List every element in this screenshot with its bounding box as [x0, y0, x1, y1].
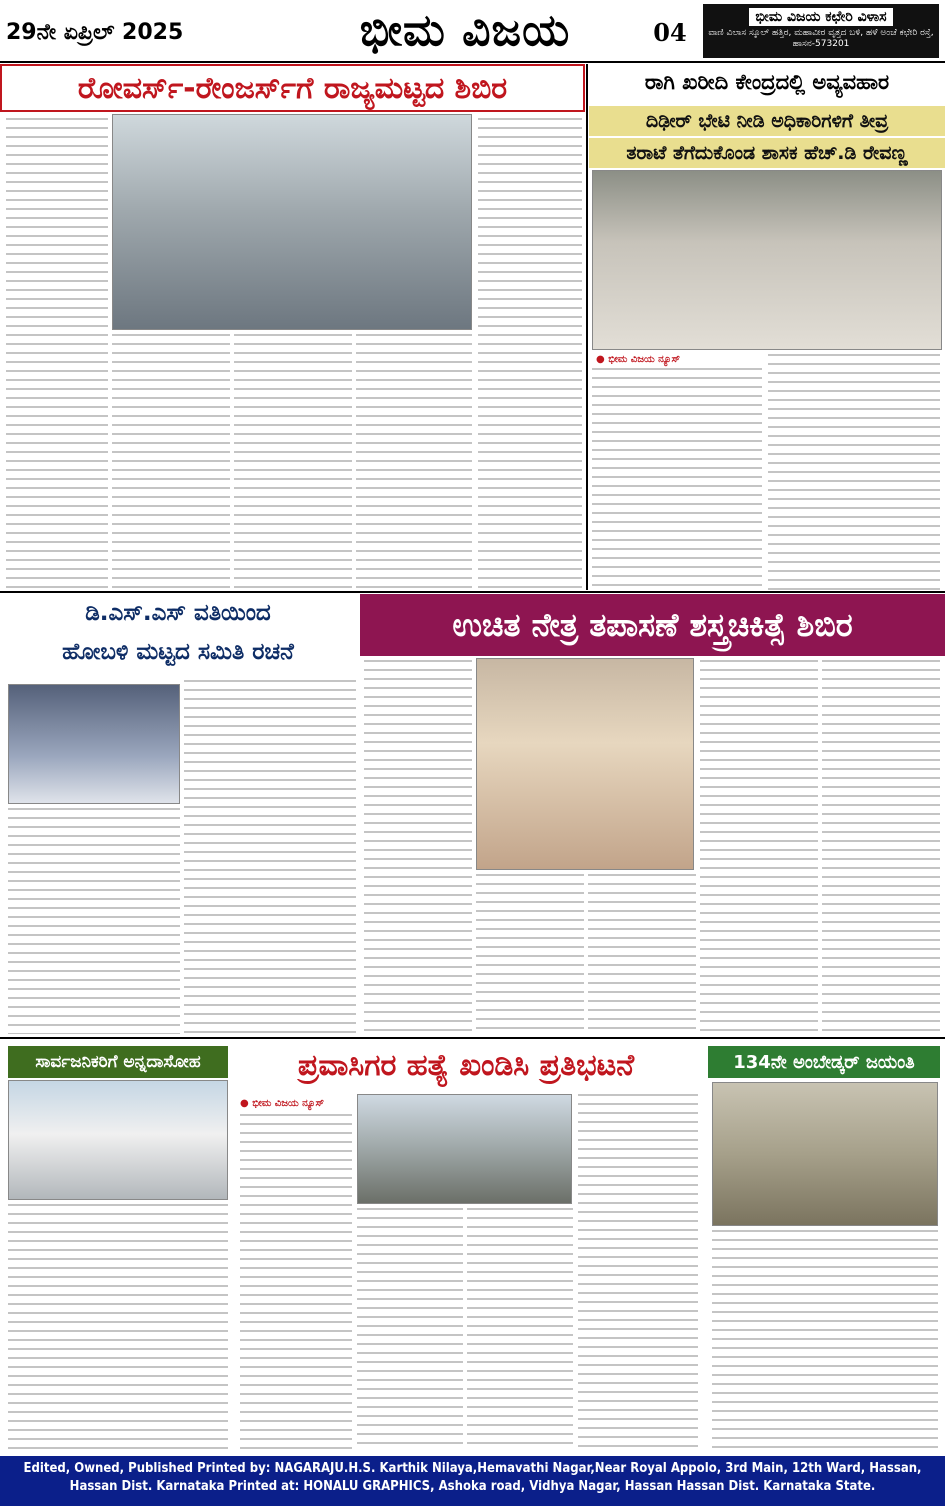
imprint-line-2: Hassan Dist. Karnataka Printed at: HONALU GRAPHICS, Ashoka road, Vidhya Nagar, Hassan Hassan Dist. Karnataka State. [69, 1479, 876, 1494]
photo-ambedkar-jayanti [712, 1082, 938, 1226]
rovers-column-4 [356, 334, 472, 590]
headline-ambedkar-jayanti: 134ನೇ ಅಂಬೇಡ್ಕರ್ ಜಯಂತಿ [708, 1046, 940, 1078]
headline-annadasoha: ಸಾರ್ವಜನಿಕರಿಗೆ ಅನ್ನದಾಸೋಹ [8, 1046, 228, 1078]
annadasoha-column [8, 1204, 228, 1450]
pravasi-column-1 [240, 1114, 352, 1450]
rovers-column-2 [112, 334, 230, 590]
imprint-footer [0, 1456, 945, 1506]
rovers-column-1 [6, 118, 108, 590]
ragi-byline [596, 352, 756, 366]
imprint-line-1: Edited, Owned, Published Printed by: NAGARAJU.H.S. Karthik Nilaya,Hemavathi Nagar,Near Royal Appolo, 3rd Main, 12th Ward, Hassan, [23, 1461, 922, 1476]
section-divider-1 [0, 591, 945, 593]
dss-column-1 [8, 808, 180, 1034]
ambedkar-column [712, 1230, 938, 1450]
eye-column-5 [822, 660, 940, 1034]
headline-eye-camp: ಉಚಿತ ನೇತ್ರ ತಪಾಸಣೆ ಶಸ್ತ್ರಚಿಕಿತ್ಸೆ ಶಿಬಿರ [360, 594, 945, 656]
byline-icon: ● [240, 1097, 253, 1109]
headline-rovers: ರೋವರ್ಸ್-ರೇಂಜರ್ಸ್‌ಗೆ ರಾಜ್ಯಮಟ್ಟದ ಶಿಬಿರ [0, 64, 585, 112]
headline-dss-1: ಡಿ.ಎಸ್.ಎಸ್ ವತಿಯಿಂದ [0, 594, 356, 632]
subheadline-revanna-1: ದಿಢೀರ್ ಭೇಟಿ ನೀಡಿ ಅಧಿಕಾರಿಗಳಿಗೆ ತೀವ್ರ [589, 106, 945, 136]
subheadline-revanna-2: ತರಾಟೆ ತೆಗೆದುಕೊಂಡ ಶಾಸಕ ಹೆಚ್.ಡಿ ರೇವಣ್ಣ [589, 138, 945, 168]
eye-column-3 [588, 874, 696, 1034]
byline-icon: ● [596, 353, 609, 365]
issue-date: 29ನೇ ಏಪ್ರಿಲ್ 2025 [6, 19, 184, 45]
pravasi-column-2 [357, 1208, 463, 1450]
ragi-byline-text: ಭೀಮ ವಿಜಯ ನ್ಯೂಸ್ [608, 353, 681, 365]
photo-rovers-camp [112, 114, 472, 330]
masthead-divider [0, 61, 945, 63]
photo-annadasoha [8, 1080, 228, 1200]
pravasi-byline [240, 1096, 350, 1110]
newspaper-logo: ಭೀಮ ವಿಜಯ [359, 4, 571, 56]
rovers-column-5 [478, 118, 582, 590]
rovers-column-3 [234, 334, 352, 590]
headline-ragi: ರಾಗಿ ಖರೀದಿ ಕೇಂದ್ರದಲ್ಲಿ ಅವ್ಯವಹಾರ [589, 64, 945, 100]
eye-column-4 [700, 660, 818, 1034]
pravasi-byline-text: ಭೀಮ ವಿಜಯ ನ್ಯೂಸ್ [252, 1097, 325, 1109]
office-title: ಭೀಮ ವಿಜಯ ಕಛೇರಿ ವಿಳಾಸ [749, 8, 892, 26]
photo-dss-meeting [8, 684, 180, 804]
page-number: 04 [653, 17, 687, 47]
pravasi-column-3 [467, 1208, 573, 1450]
eye-column-2 [476, 874, 584, 1034]
ragi-column-1 [592, 368, 762, 590]
photo-pravasi-protest [357, 1094, 572, 1204]
ragi-column-2 [768, 354, 940, 590]
headline-pravasi-protest: ಪ್ರವಾಸಿಗರ ಹತ್ಯೆ ಖಂಡಿಸಿ ಪ್ರತಿಭಟನೆ [236, 1040, 696, 1090]
column-divider [586, 64, 588, 590]
dss-column-2 [184, 680, 356, 1034]
section-divider-2 [0, 1037, 945, 1039]
photo-ragi-centre [592, 170, 942, 350]
headline-dss-2: ಹೋಬಳಿ ಮಟ್ಟದ ಸಮಿತಿ ರಚನೆ [0, 632, 356, 672]
office-address: ವಾಣಿ ವಿಲಾಸ ಸ್ಕೂಲ್ ಹತ್ತಿರ, ಮಹಾವೀರ ವೃತ್ತದ ಬಳಿ, ಹಳೆ ಅಂಚೆ ಕಛೇರಿ ರಸ್ತೆ, ಹಾಸನ-573201 [708, 28, 934, 49]
office-address-box [703, 4, 939, 58]
photo-eye-camp [476, 658, 694, 870]
pravasi-column-4 [578, 1094, 698, 1450]
eye-column-1 [364, 660, 472, 1034]
masthead [0, 0, 945, 62]
